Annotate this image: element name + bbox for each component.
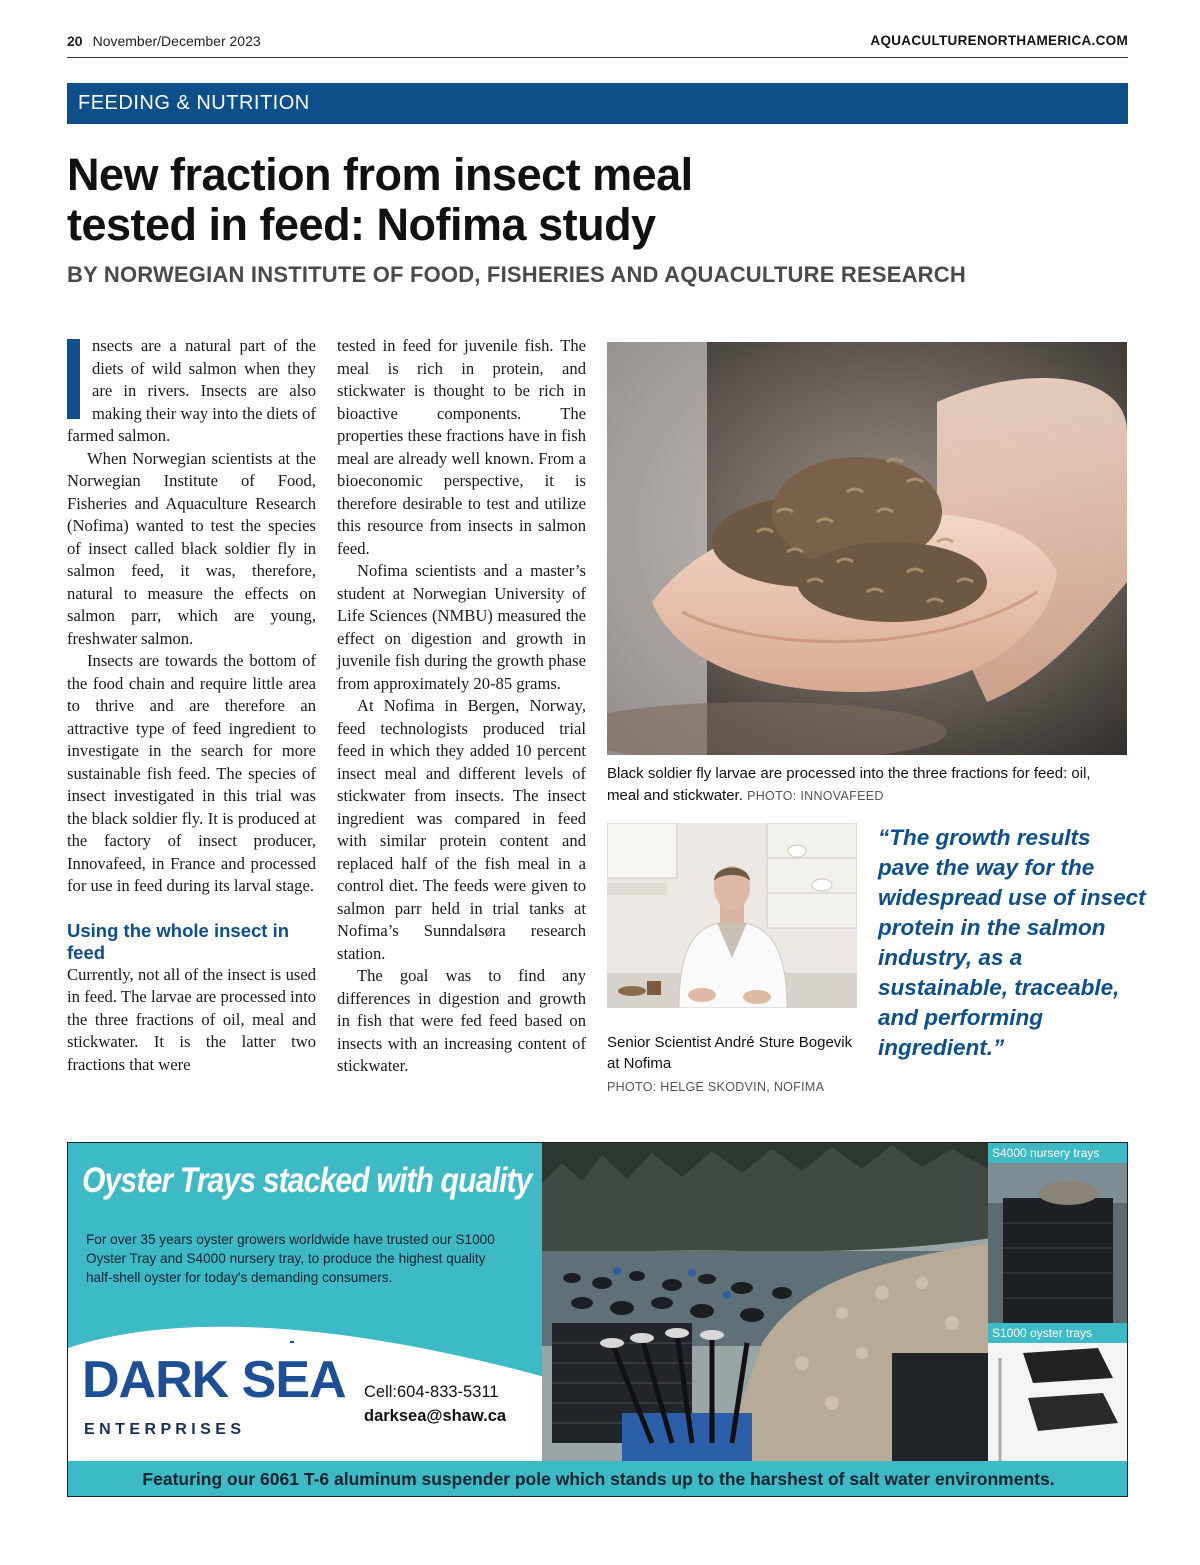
scientist-illustration: [607, 823, 857, 1008]
paragraph: Insects are towards the bottom of the food chain and require little area to thrive and are therefore an attractive type of feed ingredient to investigate in the search for more sustainable fish feed. The species of insect investigated in this trial was the black soldier fly. It is produced at the factory of insect producer, Innovafeed, in France and processed for use in feed during its larval stage.: [67, 651, 316, 895]
article-column-2: [337, 335, 586, 1078]
ad-email[interactable]: darksea@shaw.ca: [364, 1407, 507, 1425]
paragraph: Nofima scientists and a master’s student at Norwegian University of Life Sciences (NMBU) measured the effect on digestion and growth in juvenile fish during the growth phase from approximately 20-85 grams.: [337, 561, 586, 693]
issue-date: November/December 2023: [92, 33, 261, 49]
scientist-photo: [607, 823, 857, 1008]
paragraph: Currently, not all of the insect is used in feed. The larvae are processed into the three fractions of oil, meal and stickwater. It is the latter two fractions that were: [67, 964, 316, 1074]
photo-caption: [607, 763, 1127, 807]
thumbnail-s1000: [988, 1323, 1127, 1461]
paragraph: When Norwegian scientists at the Norwegian Institute of Food, Fisheries and Aquaculture Research (Nofima) wanted to test the species of insect called black soldier fly in salmon feed, it was, therefore, natural to measure the effects on salmon parr, which are young, freshwater salmon.: [67, 448, 316, 648]
subheading: Using the whole insect in feed: [67, 919, 290, 963]
ad-body: For over 35 years oyster growers worldwide have trusted our S1000 Oyster Tray and S4000 nursery tray, to produce the highest quality half-shell oyster for today's demanding consumers.: [86, 1232, 495, 1285]
page-header-left: [67, 33, 261, 49]
oyster-farm-illustration: [542, 1143, 992, 1461]
pull-quote: “The growth results pave the way for the widespread use of insect protein in the salmon industry, as a sustainable, traceable, and performing ingredient.”: [878, 825, 1146, 1060]
header-divider: [67, 57, 1128, 58]
article-column-1: [67, 335, 316, 1076]
larvae-illustration: [607, 342, 1127, 755]
caption-text: Black soldier fly larvae are processed into the three fractions for feed: oil, meal and stickwater.: [607, 765, 1091, 804]
section-banner: FEEDING & NUTRITION: [67, 83, 1128, 124]
larvae-photo: [607, 342, 1127, 755]
article-headline: [67, 150, 1067, 250]
paragraph: nsects are a natural part of the diets of wild salmon when they are in rivers. Insects are also making their way into the diets of farmed salmon.: [67, 336, 316, 445]
thumbnail-label: S1000 oyster trays: [988, 1323, 1127, 1343]
page-number: 20: [67, 33, 83, 49]
website-link[interactable]: AQUACULTURENORTHAMERICA.COM: [870, 33, 1128, 48]
oyster-farm-photo: [542, 1143, 992, 1461]
caption-text: Senior Scientist André Sture Bogevik at Nofima: [607, 1034, 853, 1072]
thumbnail-label: S4000 nursery trays: [988, 1143, 1127, 1163]
photo-credit: PHOTO: HELGE SKODVIN, NOFIMA: [607, 1080, 825, 1094]
ad-phone[interactable]: Cell:604-833-5311: [364, 1383, 499, 1401]
dark-sea-logo: [82, 1341, 372, 1441]
byline: BY NORWEGIAN INSTITUTE OF FOOD, FISHERIES AND AQUACULTURE RESEARCH: [67, 262, 966, 287]
ad-footer-banner: Featuring our 6061 T-6 aluminum suspender pole which stands up to the harshest of salt water environments.: [68, 1461, 1128, 1497]
nursery-tray-image: [988, 1143, 1127, 1323]
dark-sea-advertisement[interactable]: [67, 1142, 1128, 1497]
thumbnail-s4000: [988, 1143, 1127, 1323]
ad-text-panel: [68, 1143, 548, 1461]
drop-cap-bar: [67, 339, 80, 419]
ad-product-thumbnails: [988, 1143, 1128, 1461]
paragraph: The goal was to find any differences in digestion and growth in fish that were fed feed based on insects with an increasing content of stickwater.: [337, 966, 586, 1075]
photo-caption: [607, 1032, 857, 1098]
headline-line-1: New fraction from insect meal: [67, 149, 693, 200]
ad-title: Oyster Trays stacked with quality: [82, 1161, 532, 1200]
logo-wordmark: DARK SEA: [82, 1351, 346, 1409]
ad-contact: [364, 1380, 506, 1428]
headline-line-2: tested in feed: Nofima study: [67, 199, 656, 250]
logo-subtitle: E N T E R P R I S E S: [84, 1421, 242, 1438]
oyster-tray-image: [988, 1323, 1127, 1461]
paragraph: tested in feed for juvenile fish. The meal is rich in protein, and stickwater is thought to be rich in bioactive components. The properties these fractions have in fish meal are already well known. From a bioeconomic perspective, it is therefore desirable to test and utilize this resource from insects in salmon feed.: [337, 336, 586, 558]
paragraph: At Nofima in Bergen, Norway, feed technologists produced trial feed in which they added 10 percent insect meal and different levels of stickwater from insects. The insect ingredient was compared in feed with similar protein content and replaced half of the fish meal in a control diet. The feeds were given to salmon parr held in trial tanks at Nofima’s Sunndalsøra research station.: [337, 696, 586, 963]
photo-credit: PHOTO: INNOVAFEED: [747, 789, 884, 803]
